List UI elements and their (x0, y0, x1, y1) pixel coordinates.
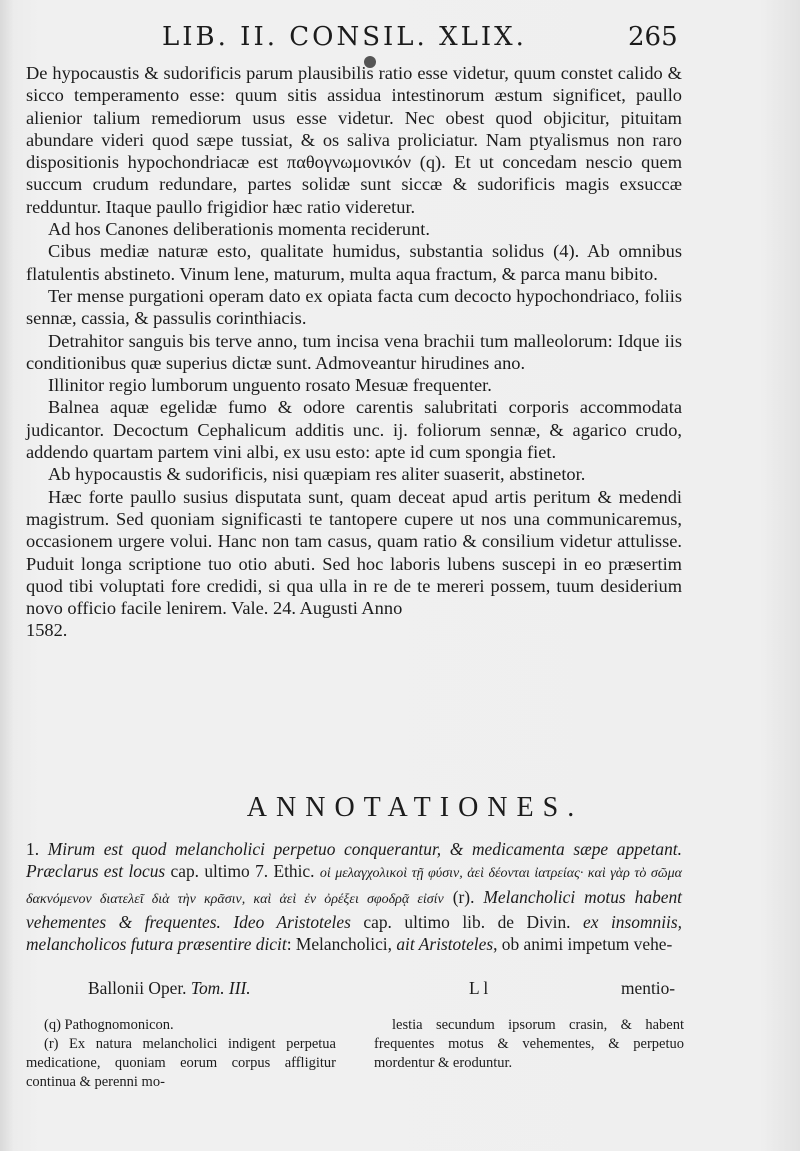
page-number: 265 (628, 22, 678, 52)
footnote: lestia secundum ipsorum crasin, & habent frequentes motus & vehementes, & perpetuo mordentur & eroduntur. (374, 1017, 684, 1071)
annotations-heading-text: ANNOTATIONES. (246, 792, 584, 823)
annotation-number: 1. (26, 839, 40, 859)
signature-line (26, 978, 682, 1002)
running-title: LIB. II. CONSIL. XLIX. (162, 22, 527, 52)
annotation-segment: Mirum est quod melancholici perpetuo conquerantur, & medicamenta sæpe appetant. Præclarus est locus (26, 839, 682, 882)
annotation-segment: ex insomniis, melancholicos futura præsentire dicit (26, 911, 683, 955)
catchword: mentio- (621, 978, 676, 998)
signature-mark: L l (469, 978, 489, 998)
annotation-segment: ait Aristoteles (396, 934, 494, 955)
paragraph: Ad hos Canones deliberationis momenta reciderunt. (48, 219, 431, 240)
signature-title: Ballonii Oper. (88, 978, 187, 998)
paragraph: Detrahitor sanguis bis terve anno, tum incisa vena brachii tum malleolorum: Idque iis conditionibus quæ superius dictæ sunt. Admoveantur hirudines ano. (26, 330, 682, 373)
footnote-column-left (26, 1016, 336, 1092)
paragraph: De hypocaustis & sudorificis parum plausibilis ratio esse videtur, quum constet calido & sicco temperamento esse: quum sitis assidua intestinorum æstum significet, paullo alienior talium remediorum usus esse videtur. Nec obest quod objicitur, pituitam abundare videri quod sæpe tussiat, & os saliva proliciatur. Nam ptyalismus non raro dispositionis hypochondriacæ est παθογνωμονικόν (q). Et ut concedam nescio quem succum crudum redundare, partes solidæ sunt siccæ & sudorificis magis exsuccæ redduntur. Itaque paullo frigidior hæc ratio videretur. (26, 63, 682, 217)
letter-year: 1582. (26, 620, 68, 641)
annotation-segment: Melancholici motus habent vehementes & frequentes. Ideo Aristoteles (26, 886, 683, 932)
annotations-heading (0, 792, 800, 824)
annotation-segment: (r). (443, 886, 484, 907)
annotation-segment: , ob animi impetum vehe- (493, 934, 673, 955)
running-head (0, 18, 800, 58)
paragraph: Illinitor regio lumborum unguento rosato Mesuæ frequenter. (48, 375, 492, 396)
greek-quotation: οἱ μελαγχολικοὶ τῇ φύσιν, ἀεὶ δέονται ἰατρείας· καὶ γὰρ τὸ σῶμα δακνόμενον διατελεῖ διὰ τὴν κρᾶσιν, καὶ ἀεὶ ἐν ὀρέξει σφοδρᾷ εἰσίν (26, 866, 682, 907)
annotation-segment: cap. ultimo lib. de Divin. (350, 911, 584, 932)
footnote: (r) Ex natura melancholici indigent perpetua medicatione, quoniam eorum corpus affligitur continua & perenni mo- (26, 1036, 336, 1090)
paragraph: Ter mense purgationi operam dato ex opiata facta cum decocto hypochondriaco, foliis sennæ, cassia, & passulis corinthiacis. (26, 285, 682, 329)
footnote: (q) Pathognomonicon. (44, 1017, 174, 1033)
signature-volume: Tom. III. (190, 978, 251, 998)
signature-left (88, 978, 251, 999)
paragraph: Ab hypocaustis & sudorificis, nisi quæpiam res aliter suaserit, abstinetor. (48, 464, 586, 485)
footnote-column-right (374, 1016, 684, 1073)
annotation-text (26, 838, 682, 955)
paragraph: Cibus mediæ naturæ esto, qualitate humidus, substantia solidus (4). Ab omnibus flatulentis abstineto. Vinum lene, maturum, multa aqua fractum, & parca manu bibito. (26, 241, 682, 284)
annotation-segment: : Melancholici, (286, 934, 397, 955)
main-text (26, 62, 682, 642)
paragraph: Balnea aquæ egelidæ fumo & odore carentis salubritati corporis accommodata judicantor. Decoctum Cephalicum additis unc. ij. foliorum sennæ, & agarico crudo, addendo quartam partem vini albi, ex usu esto: apte id cum spongia fiet. (26, 397, 682, 463)
paragraph: Hæc forte paullo susius disputata sunt, quam deceat apud artis peritum & medendi magistrum. Sed quoniam significasti te tantopere cupere ut nos una communicaremus, occasionem urgere volui. Hanc non tam casus, quam ratio & consilium videtur attulisse. Puduit longa scriptione tuo otio abuti. Sed hoc laboris lubens suscepi in eo præsertim quod tibi voluptati fore credidi, si qua ulla in re de te mereri possem, tuum desiderium novo officio facile lenirem. Vale. 24. Augusti Anno (26, 486, 682, 619)
annotation-segment: cap. ultimo 7. Ethic. (165, 861, 320, 882)
